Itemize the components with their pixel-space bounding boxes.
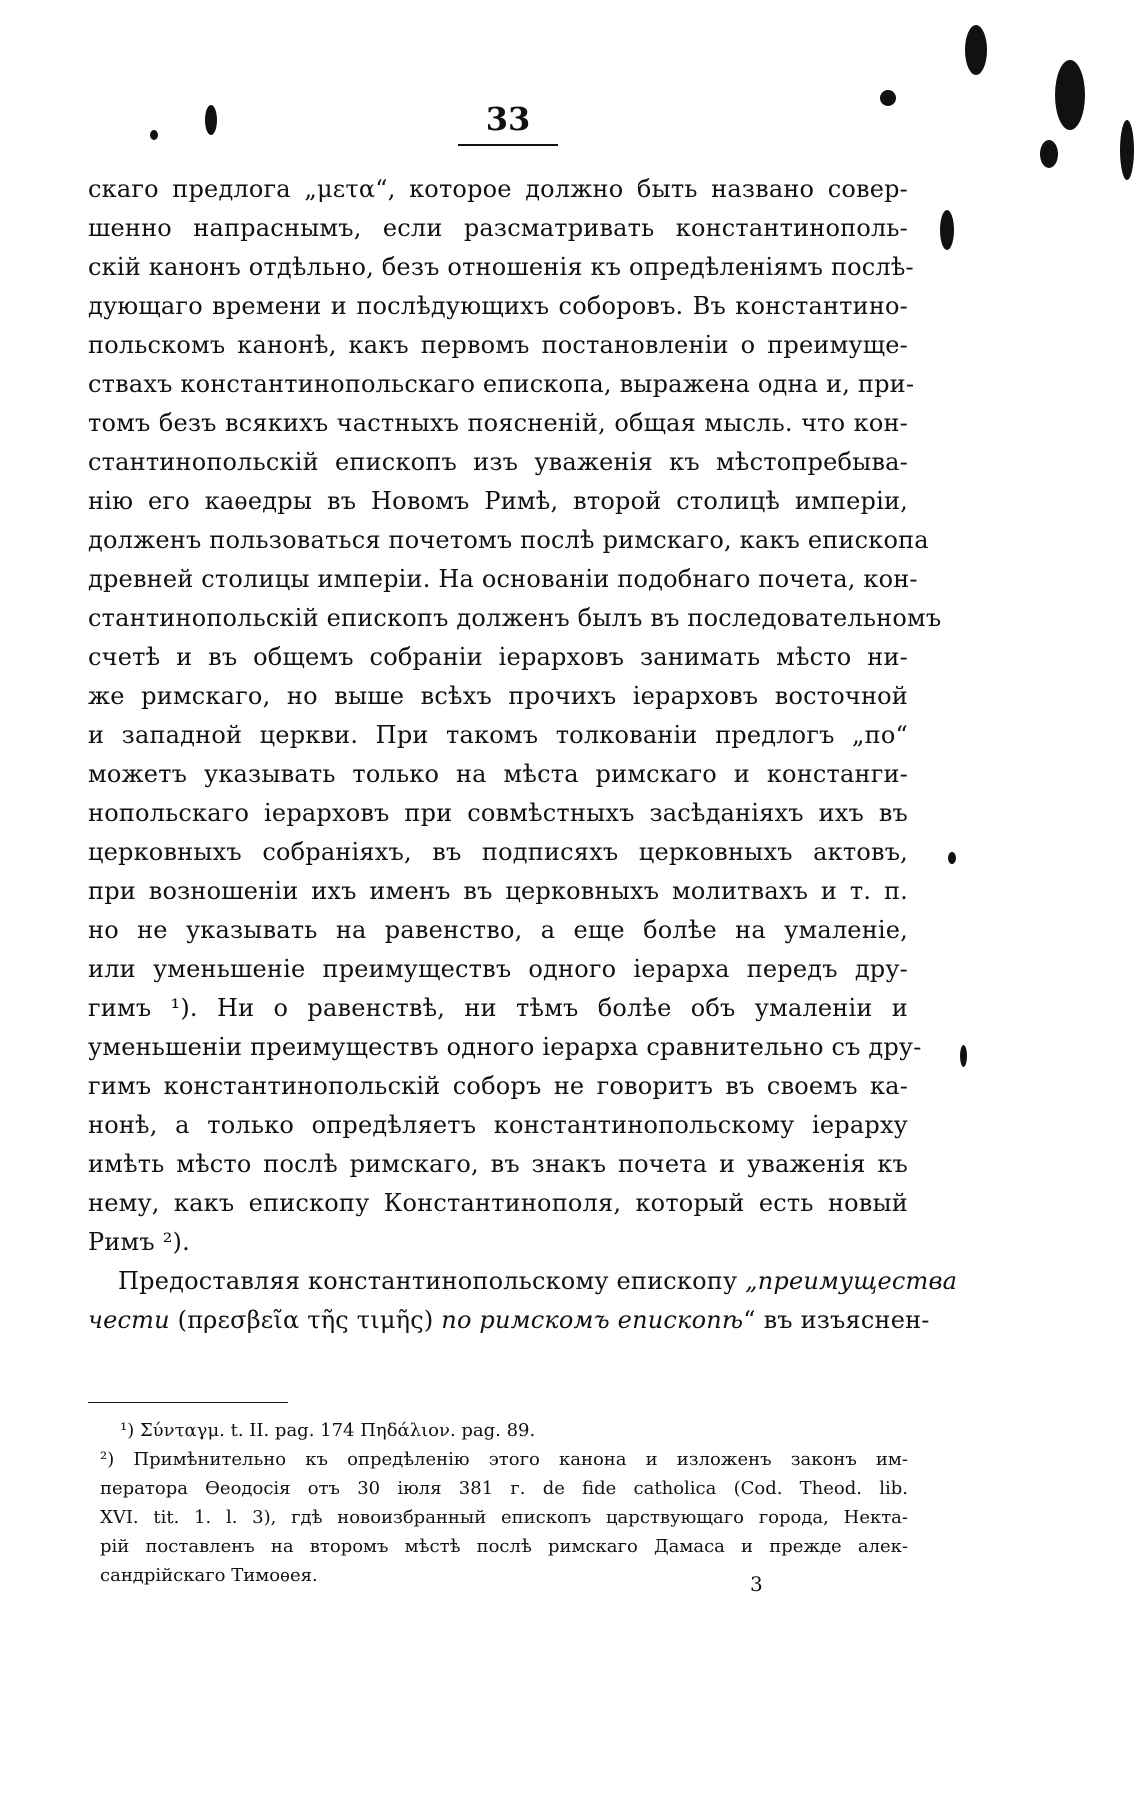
text-line: но не указывать на равенство, а еще болѣе на умаленіе, bbox=[88, 916, 908, 944]
footnote-2-line: рій поставленъ на второмъ мѣстѣ послѣ римскаго Дамаса и прежде алек- bbox=[100, 1536, 908, 1557]
paragraph-2-line-1 bbox=[88, 1262, 958, 1301]
text-line: при возношеніи ихъ именъ въ церковныхъ молитвахъ и т. п. bbox=[88, 877, 908, 905]
text-line: скій канонъ отдѣльно, безъ отношенія къ опредѣленіямъ послѣ- bbox=[88, 253, 914, 281]
text-line: счетѣ и въ общемъ собраніи іерарховъ занимать мѣсто ни- bbox=[88, 643, 908, 671]
signature-mark: 3 bbox=[750, 1572, 763, 1596]
text-line: церковныхъ собраніяхъ, въ подписяхъ церковныхъ актовъ, bbox=[88, 838, 908, 866]
text-line: нопольскаго іерарховъ при совмѣстныхъ засѣданіяхъ ихъ въ bbox=[88, 799, 908, 827]
ink-speck bbox=[1055, 60, 1085, 130]
ink-speck bbox=[960, 1045, 967, 1067]
text-line: Римъ ²). bbox=[88, 1228, 190, 1256]
footnote-2-line: XVI. tit. 1. l. 3), гдѣ новоизбранный епископъ царствующаго города, Некта- bbox=[100, 1507, 908, 1528]
text-line: стантинопольскій епископъ изъ уваженія къ мѣстопребыва- bbox=[88, 448, 908, 476]
para2-italic-rimskom: по римскомъ епископѣ bbox=[441, 1306, 744, 1334]
text-line: дующаго времени и послѣдующихъ соборовъ. Въ константино- bbox=[88, 292, 908, 320]
ink-speck bbox=[965, 25, 987, 75]
text-line: или уменьшеніе преимуществъ одного іерарха передъ дру- bbox=[88, 955, 908, 983]
footnote-rule bbox=[88, 1402, 288, 1403]
para2-italic-chesti: чести bbox=[88, 1306, 170, 1334]
para2-tail: “ въ изъяснен- bbox=[743, 1306, 930, 1334]
footnote-2-line: ператора Ѳеодосія отъ 30 іюля 381 г. de fide catholica (Cod. Theod. lib. bbox=[100, 1478, 908, 1499]
ink-speck bbox=[940, 210, 954, 250]
footnotes bbox=[100, 1416, 908, 1590]
text-line: шенно напраснымъ, если разсматривать константинополь- bbox=[88, 214, 908, 242]
ink-speck bbox=[205, 105, 217, 135]
text-line: ствахъ константинопольскаго епископа, выражена одна и, при- bbox=[88, 370, 915, 398]
text-line: нему, какъ епископу Константинополя, который есть новый bbox=[88, 1189, 908, 1217]
text-line: древней столицы имперіи. На основаніи подобнаго почета, кон- bbox=[88, 565, 918, 593]
text-line: скаго предлога „μετα“, которое должно быть названо совер- bbox=[88, 175, 908, 203]
text-line: нію его каѳедры въ Новомъ Римѣ, второй столицѣ имперіи, bbox=[88, 487, 908, 515]
ink-speck bbox=[1040, 140, 1058, 168]
text-line: же римскаго, но выше всѣхъ прочихъ іерарховъ восточной bbox=[88, 682, 908, 710]
footnote-2-line: сандрійскаго Тимоѳея. bbox=[100, 1565, 318, 1586]
page-number: 33 bbox=[458, 100, 558, 146]
text-line: гимъ ¹). Ни о равенствѣ, ни тѣмъ болѣе объ умаленіи и bbox=[88, 994, 908, 1022]
text-line: имѣть мѣсто послѣ римскаго, въ знакъ почета и уваженія къ bbox=[88, 1150, 908, 1178]
text-line: можетъ указывать только на мѣста римскаго и констанги- bbox=[88, 760, 908, 788]
text-line: польскомъ канонѣ, какъ первомъ постановленіи о преимуще- bbox=[88, 331, 908, 359]
text-line: томъ безъ всякихъ частныхъ поясненій, общая мысль. что кон- bbox=[88, 409, 908, 437]
para2-greek: (πρεσβεῖα τῆς τιμῆς) bbox=[169, 1306, 442, 1334]
ink-speck bbox=[948, 852, 956, 864]
text-line: долженъ пользоваться почетомъ послѣ римскаго, какъ епископа bbox=[88, 526, 929, 554]
ink-speck bbox=[880, 90, 896, 106]
text-line: гимъ константинопольскій соборъ не говоритъ въ своемъ ка- bbox=[88, 1072, 908, 1100]
footnote-1: ¹) Σύνταγμ. t. II. pag. 174 Πηδάλιον. pag. 89. bbox=[120, 1420, 536, 1441]
text-line: стантинопольскій епископъ долженъ былъ въ последовательномъ bbox=[88, 604, 942, 632]
ink-speck bbox=[150, 130, 158, 140]
para2-lead: Предоставляя константинопольскому епископу bbox=[118, 1267, 746, 1295]
para2-italic-phrase: „преимущества bbox=[745, 1267, 958, 1295]
text-line: нонѣ, а только опредѣляетъ константинопольскому іерарху bbox=[88, 1111, 908, 1139]
ink-speck bbox=[1120, 120, 1134, 180]
main-text bbox=[88, 170, 958, 1340]
paragraph-2-line-2 bbox=[88, 1301, 930, 1340]
text-line: и западной церкви. При такомъ толкованіи предлогъ „по“ bbox=[88, 721, 908, 749]
footnote-2-line: ²) Примѣнительно къ опредѣленію этого канона и изложенъ законъ им- bbox=[100, 1449, 908, 1470]
text-line: уменьшеніи преимуществъ одного іерарха сравнительно съ дру- bbox=[88, 1033, 922, 1061]
